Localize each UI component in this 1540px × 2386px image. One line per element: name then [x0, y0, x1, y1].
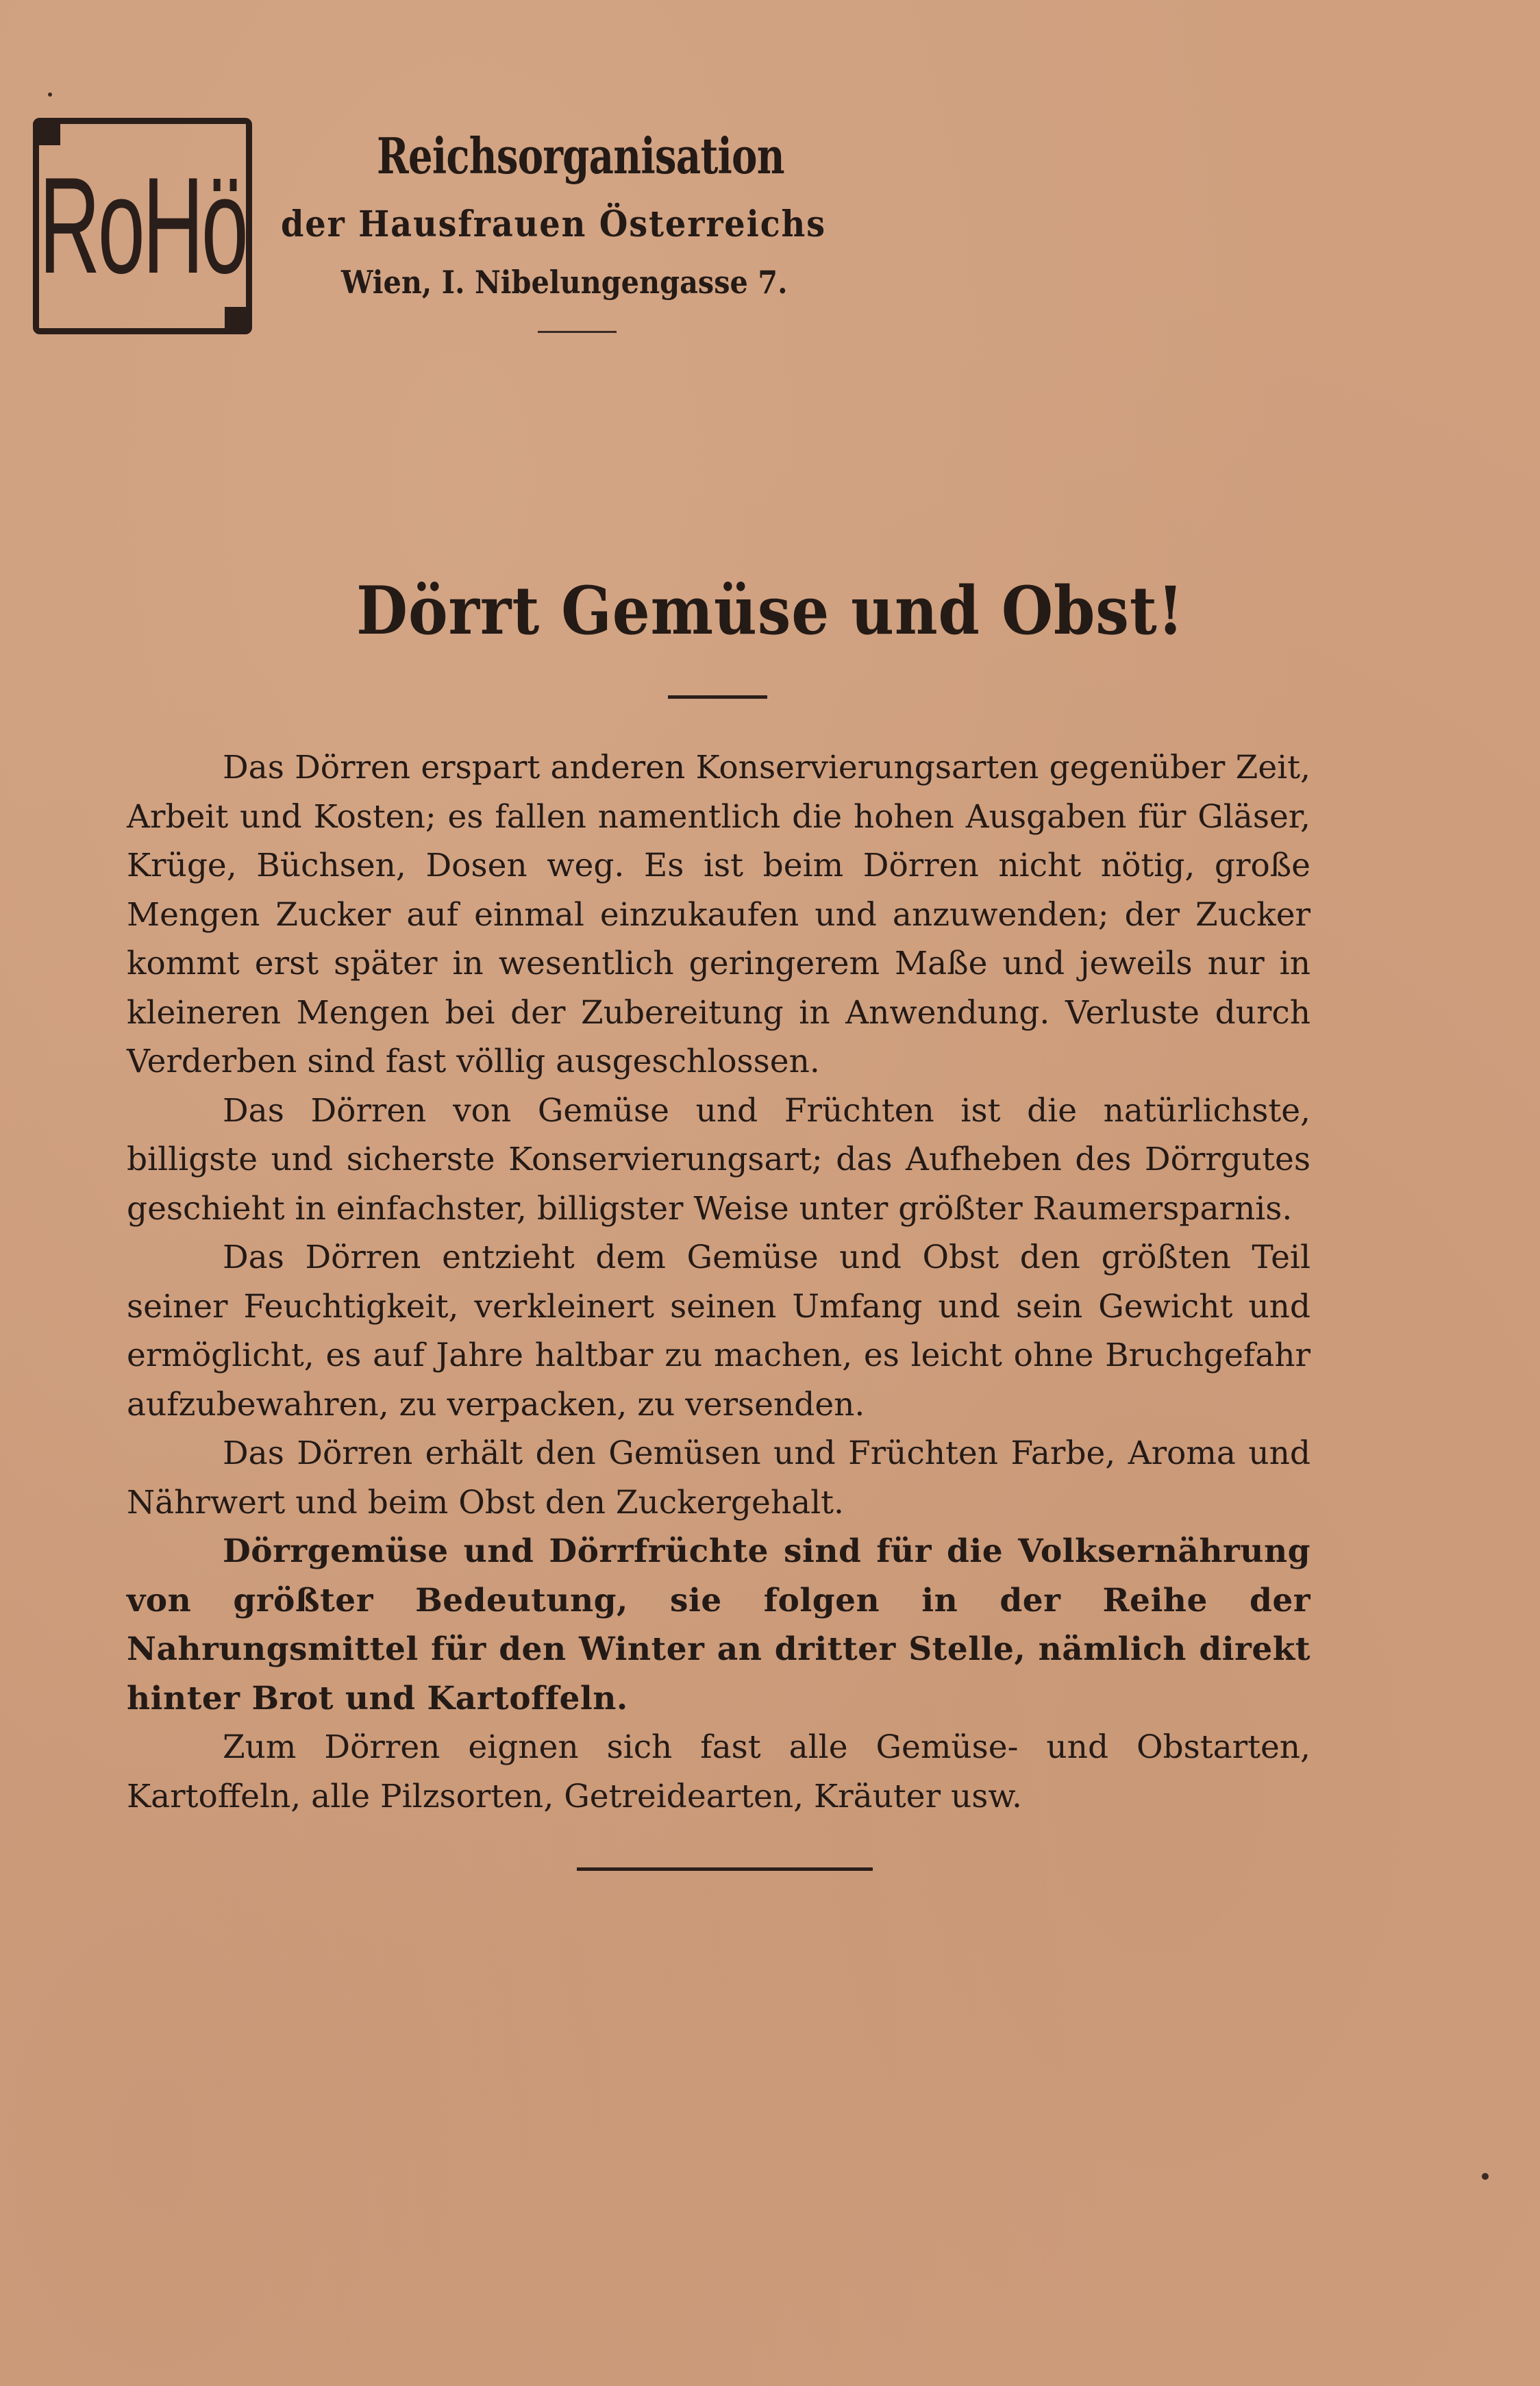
paragraph-3: Das Dörren entzieht dem Gemüse und Obst den größten Teil seiner Feuchtigkeit, verkleinert seinen Umfang und sein Gewicht und ermöglicht, es auf Jahre haltbar zu machen, es leicht ohne Bruchgefahr aufzubewahren, zu verpacken, zu versenden. — [127, 1239, 1311, 1424]
paragraph-2: Das Dörren von Gemüse und Früchten ist die natürlichste, billigste und sicherste Konservierungsart; das Aufheben des Dörrgutes geschieht in einfachster, billigster Weise unter größter Raumersparnis. — [127, 1091, 1311, 1228]
paragraph-4: Das Dörren erhält den Gemüsen und Früchten Farbe, Aroma und Nährwert und beim Obst den Zuckergehalt. — [127, 1434, 1311, 1521]
organization-address: Wien, I. Nibelungengasse 7. — [341, 264, 788, 301]
organization-subtitle: der Hausfrauen Österreichs — [281, 203, 826, 245]
bottom-divider — [577, 1867, 873, 1871]
paragraph-1: Das Dörren erspart anderen Konservierungsarten gegenüber Zeit, Arbeit und Kosten; es fallen namentlich die hohen Ausgaben für Gläser, Krüge, Büchsen, Dosen weg. Es ist beim Dörren nicht nötig, große Mengen Zucker auf einmal einzukaufen und anzuwenden; der Zucker kommt erst später in wesentlich geringerem Maße und jeweils nur in kleineren Mengen bei der Zubereitung in Anwendung. Verluste durch Verderben sind fast völlig ausgeschlossen. — [127, 749, 1311, 1080]
page-title — [0, 572, 1540, 649]
logo-corner-top-left — [33, 118, 60, 145]
paper-speck — [48, 92, 52, 97]
logo-text: RoHö — [38, 149, 247, 302]
header-divider — [538, 331, 617, 333]
title-divider — [668, 695, 767, 699]
roho-logo-icon — [33, 118, 252, 334]
paragraph-5-emphasis: Dörrgemüse und Dörrfrüchte sind für die Volksernährung von größter Bedeutung, sie folgen in der Reihe der Nahrungsmittel für den Winter an dritter Stelle, nämlich direkt hinter Brot und Kartoffeln. — [127, 1532, 1311, 1717]
body-text — [127, 743, 1311, 1821]
page-title-text: Dörrt Gemüse und Obst! — [356, 572, 1184, 649]
paper-speck — [1482, 2173, 1489, 2180]
organization-name: Reichsorganisation — [377, 127, 784, 185]
logo-corner-bottom-right — [225, 307, 252, 334]
paragraph-6: Zum Dörren eignen sich fast alle Gemüse- und Obstarten, Kartoffeln, alle Pilzsorten, Getreidearten, Kräuter usw. — [127, 1728, 1311, 1815]
